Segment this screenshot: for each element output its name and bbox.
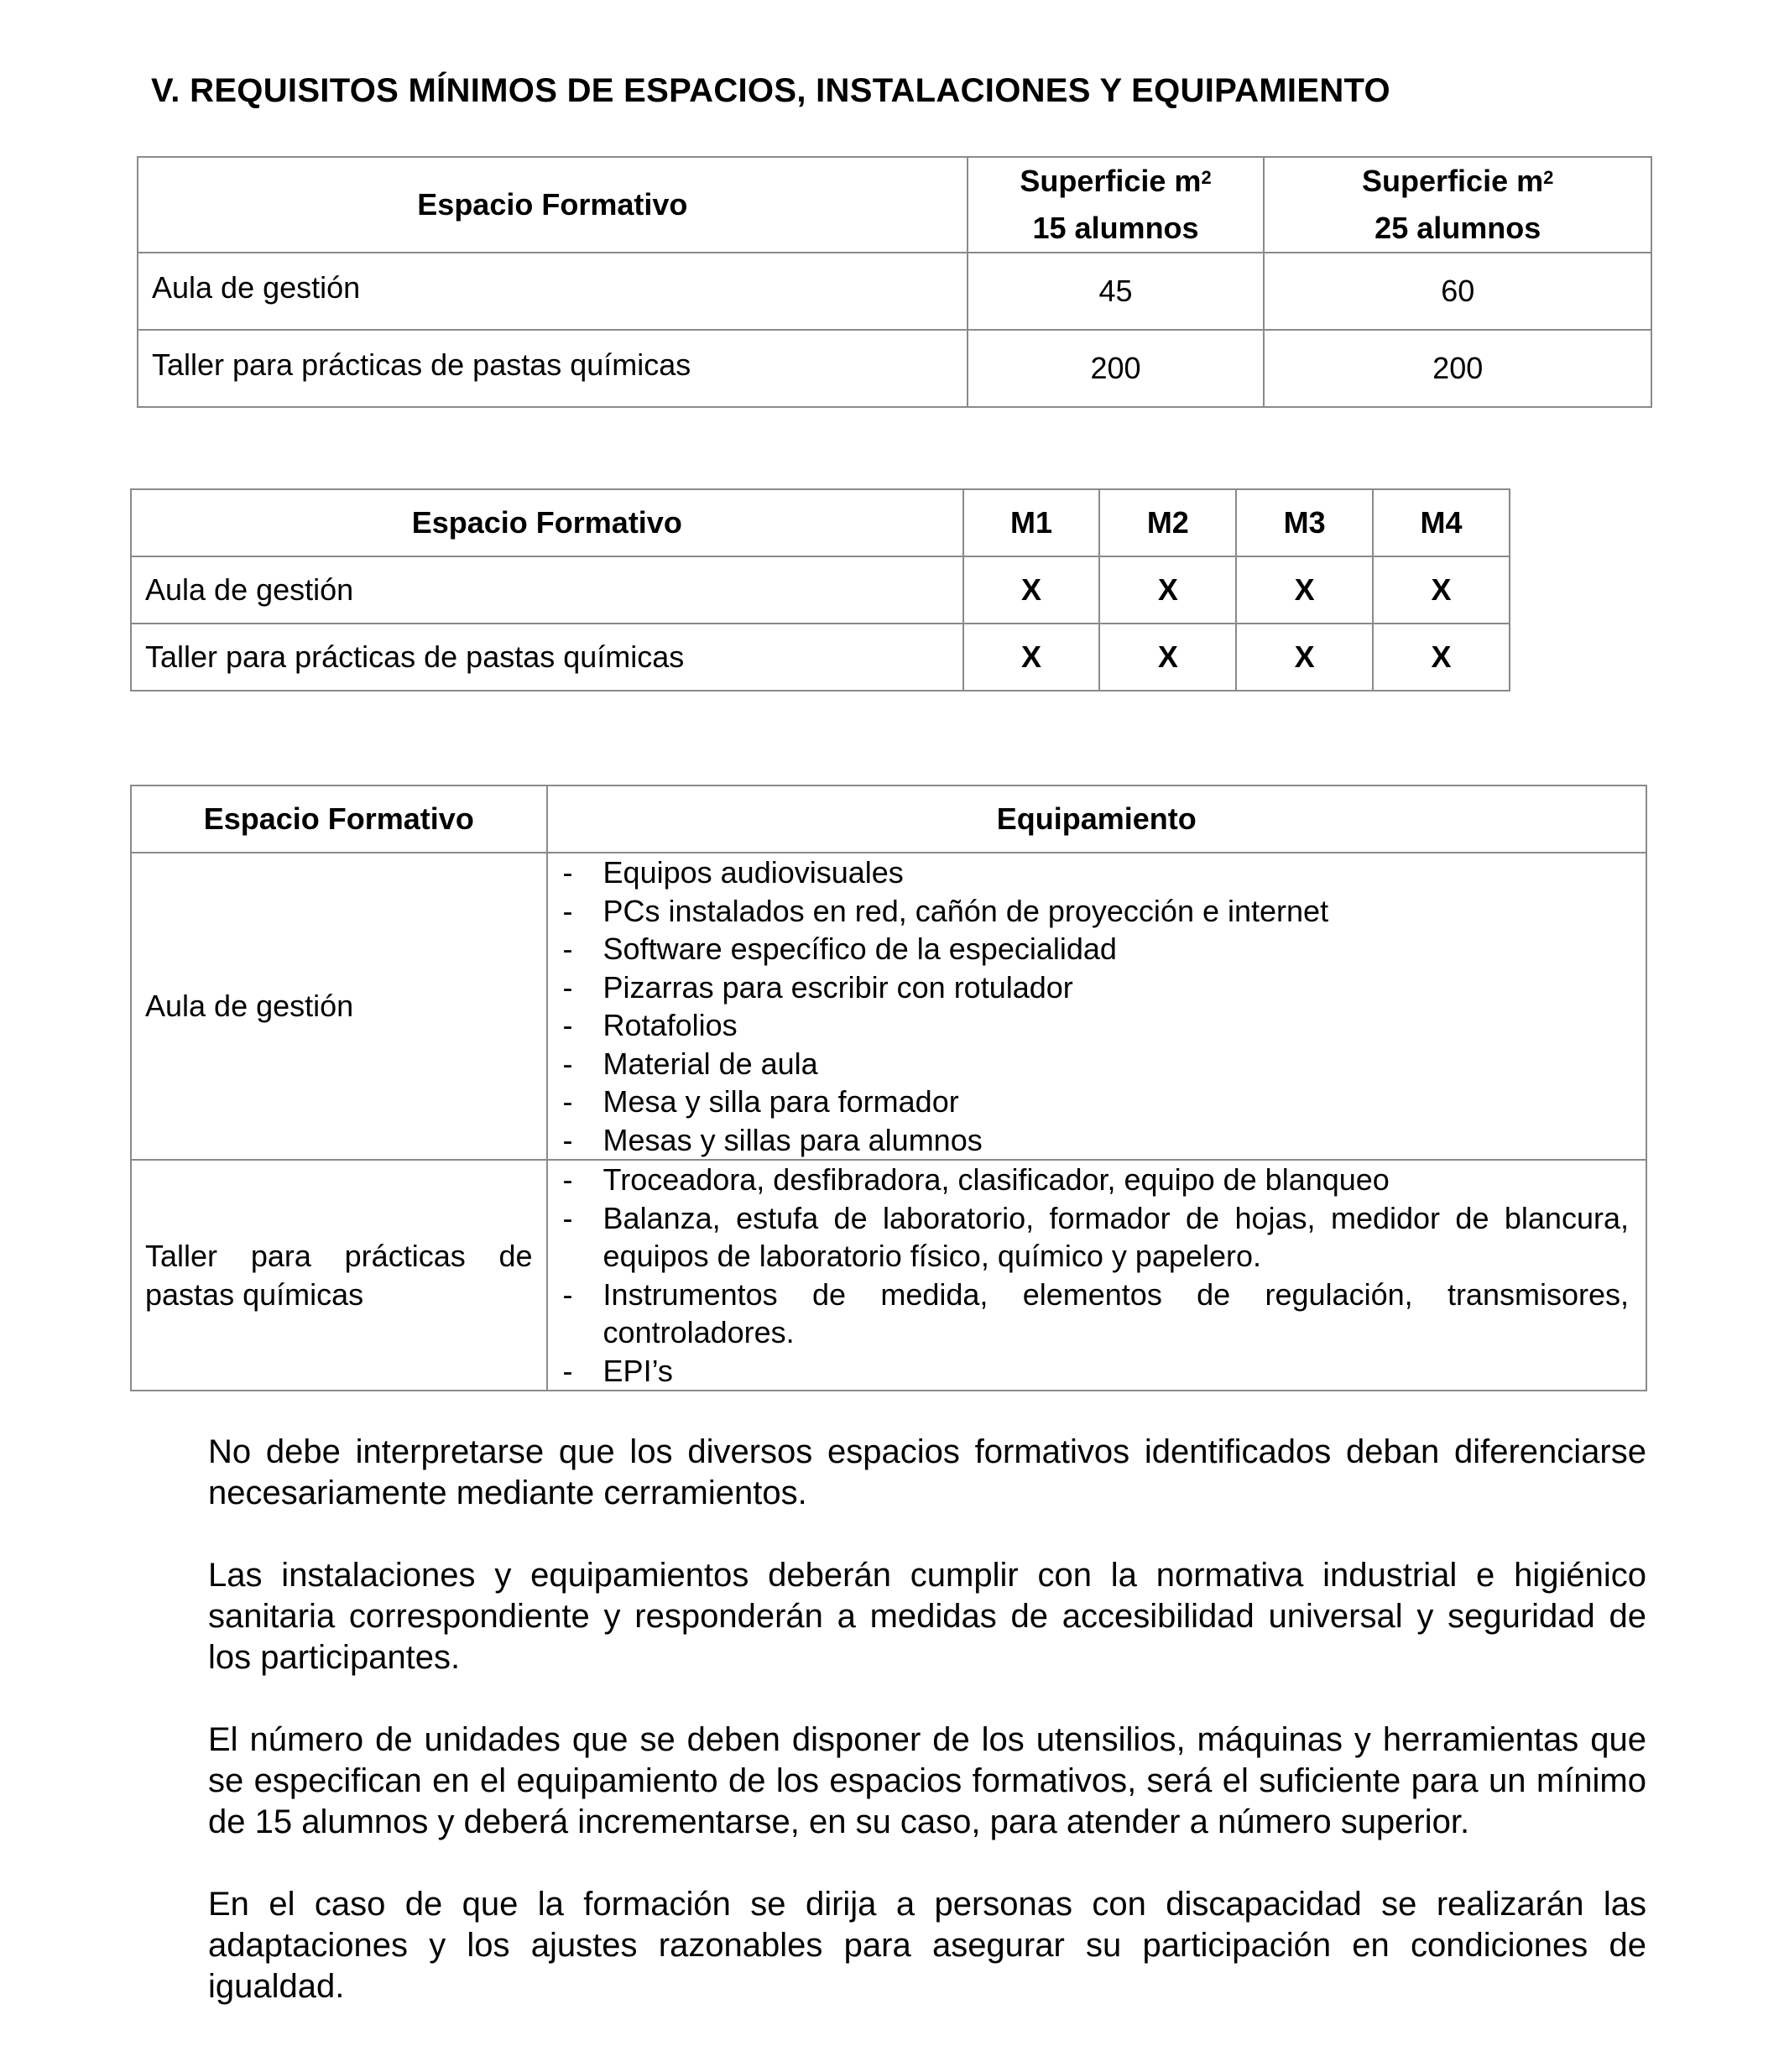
- table-row: [131, 1160, 1646, 1391]
- table-row: [131, 556, 1510, 624]
- section-title: V. REQUISITOS MÍNIMOS DE ESPACIOS, INSTALACIONES Y EQUIPAMIENTO: [151, 72, 1390, 109]
- module-mark: X: [1373, 556, 1510, 624]
- notes-section: [208, 1432, 1646, 2049]
- header-espacio-formativo: Espacio Formativo: [131, 489, 963, 556]
- header-superficie-25-label: Superficie m: [1362, 164, 1544, 198]
- module-mark: X: [963, 556, 1100, 624]
- espacio-name: [131, 1160, 547, 1391]
- header-m3: M3: [1236, 489, 1373, 556]
- superficie-25-value: 200: [1264, 330, 1651, 407]
- header-superficie-25: [1264, 157, 1651, 253]
- espacio-name: Taller para prácticas de pastas químicas: [138, 330, 968, 407]
- surface-table: [137, 156, 1652, 408]
- list-item: - Instrumentos de medida, elementos de regulación, transmisores, controladores.: [563, 1276, 1629, 1352]
- list-item: - Troceadora, desfibradora, clasificador, equipo de blanqueo: [563, 1161, 1629, 1199]
- paragraph: En el caso de que la formación se dirija a personas con discapacidad se realizarán las adaptaciones y los ajustes razonables para asegurar su participación en condiciones de igualdad.: [208, 1886, 1646, 2005]
- header-superficie-15-label: Superficie m: [1020, 164, 1202, 198]
- table-row: [131, 853, 1646, 1160]
- table-row: [138, 330, 1651, 407]
- header-25-alumnos: 25 alumnos: [1375, 211, 1541, 245]
- paragraph: El número de unidades que se deben disponer de los utensilios, máquinas y herramientas que se especifican en el equipamiento de los espacios formativos, será el suficiente para un mínimo de 15 alumnos y deberá incrementarse, en su caso, para atender a número superior.: [208, 1721, 1646, 1840]
- modules-table: [130, 488, 1510, 692]
- superficie-15-value: 200: [968, 330, 1265, 407]
- equipment-cell: [547, 1160, 1646, 1391]
- equipment-list: [563, 853, 1629, 1159]
- header-m4: M4: [1373, 489, 1510, 556]
- table-row: [138, 253, 1651, 330]
- paragraph: Las instalaciones y equipamientos deberán cumplir con la normativa industrial e higiénico sanitaria correspondiente y responderán a medidas de accesibilidad universal y seguridad de los participantes.: [208, 1557, 1646, 1676]
- list-item: - Balanza, estufa de laboratorio, formador de hojas, medidor de blancura, equipos de laboratorio físico, químico y papelero.: [563, 1199, 1629, 1276]
- header-superficie-15: [968, 157, 1265, 253]
- list-item: - Mesas y sillas para alumnos: [563, 1121, 1629, 1160]
- header-m1: M1: [963, 489, 1100, 556]
- list-item: - Material de aula: [563, 1045, 1629, 1083]
- equipment-list: [563, 1161, 1629, 1390]
- superscript-2: 2: [1201, 167, 1212, 188]
- surface-table-header: [138, 157, 1651, 253]
- equipment-cell: [547, 853, 1646, 1160]
- header-equipamiento: Equipamiento: [547, 785, 1646, 853]
- module-mark: X: [1099, 556, 1236, 624]
- superficie-15-value: 45: [968, 253, 1265, 330]
- table-row: [131, 624, 1510, 691]
- header-m2: M2: [1099, 489, 1236, 556]
- module-mark: X: [963, 624, 1100, 691]
- espacio-name-text: Taller para prácticas de pastas químicas: [145, 1238, 533, 1312]
- espacio-name: Aula de gestión: [138, 253, 968, 330]
- superscript-2: 2: [1543, 167, 1554, 188]
- module-mark: X: [1373, 624, 1510, 691]
- modules-table-header: [131, 489, 1510, 556]
- list-item: - Pizarras para escribir con rotulador: [563, 968, 1629, 1007]
- espacio-name: Aula de gestión: [131, 853, 547, 1160]
- list-item: - Rotafolios: [563, 1006, 1629, 1045]
- paragraph: No debe interpretarse que los diversos espacios formativos identificados deban diferenciarse necesariamente mediante cerramientos.: [208, 1433, 1646, 1511]
- list-item: - Mesa y silla para formador: [563, 1083, 1629, 1121]
- module-mark: X: [1099, 624, 1236, 691]
- equipment-table: [130, 785, 1647, 1391]
- superficie-25-value: 60: [1264, 253, 1651, 330]
- list-item: - Software específico de la especialidad: [563, 930, 1629, 968]
- list-item: - PCs instalados en red, cañón de proyección e internet: [563, 892, 1629, 931]
- header-espacio-formativo: Espacio Formativo: [131, 785, 547, 853]
- header-espacio-formativo: Espacio Formativo: [138, 157, 968, 253]
- list-item: - Equipos audiovisuales: [563, 853, 1629, 892]
- list-item: - EPI’s: [563, 1352, 1629, 1391]
- module-mark: X: [1236, 556, 1373, 624]
- espacio-name: Taller para prácticas de pastas químicas: [131, 624, 963, 691]
- module-mark: X: [1236, 624, 1373, 691]
- equipment-table-header: [131, 785, 1646, 853]
- header-15-alumnos: 15 alumnos: [1032, 211, 1199, 245]
- espacio-name: Aula de gestión: [131, 556, 963, 624]
